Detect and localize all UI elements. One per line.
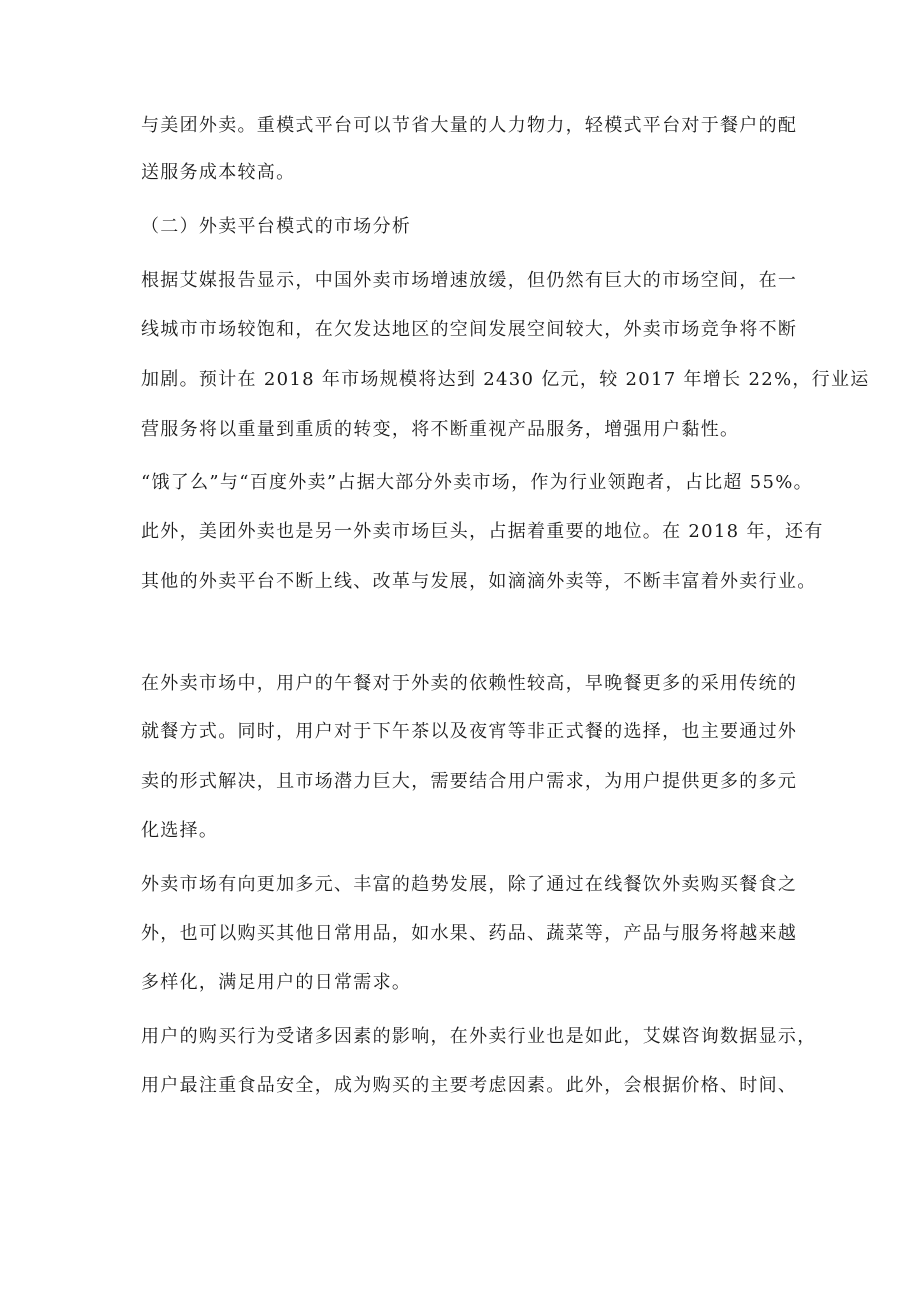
- text-line: 线城市市场较饱和，在欠发达地区的空间发展空间较大，外卖市场竞争将不断: [141, 319, 798, 340]
- text-line: 多样化，满足用户的日常需求。: [141, 972, 412, 993]
- text-line: 外，也可以购买其他日常用品，如水果、药品、蔬菜等，产品与服务将越来越: [141, 923, 798, 944]
- text-line: 卖的形式解决，且市场潜力巨大，需要结合用户需求，为用户提供更多的多元: [141, 771, 798, 792]
- text-line: 就餐方式。同时，用户对于下午茶以及夜宵等非正式餐的选择，也主要通过外: [141, 721, 798, 742]
- text-line: 根据艾媒报告显示，中国外卖市场增速放缓，但仍然有巨大的市场空间，在一: [141, 270, 798, 291]
- text-line: 送服务成本较高。: [141, 162, 296, 183]
- text-line: 加剧。预计在 2018 年市场规模将达到 2430 亿元，较 2017 年增长 22%，行业运: [141, 369, 870, 390]
- text-line: 用户最注重食品安全，成为购买的主要考虑因素。此外，会根据价格、时间、: [141, 1075, 798, 1096]
- text-line: 此外，美团外卖也是另一外卖市场巨头，占据着重要的地位。在 2018 年，还有: [141, 521, 824, 542]
- text-line: 外卖市场有向更加多元、丰富的趋势发展，除了通过在线餐饮外卖购买餐食之: [141, 874, 798, 895]
- text-line: 化选择。: [141, 820, 219, 841]
- section-heading: （二）外卖平台模式的市场分析: [141, 216, 412, 237]
- text-line: “饿了么”与“百度外卖”占据大部分外卖市场，作为行业领跑者，占比超 55%。: [141, 472, 813, 493]
- text-line: 其他的外卖平台不断上线、改革与发展，如滴滴外卖等，不断丰富着外卖行业。: [141, 571, 817, 592]
- text-line: 用户的购买行为受诸多因素的影响，在外卖行业也是如此，艾媒咨询数据显示，: [141, 1026, 817, 1047]
- text-line: 营服务将以重量到重质的转变，将不断重视产品服务，增强用户黏性。: [141, 419, 740, 440]
- text-line: 在外卖市场中，用户的午餐对于外卖的依赖性较高，早晚餐更多的采用传统的: [141, 673, 798, 694]
- text-line: 与美团外卖。重模式平台可以节省大量的人力物力，轻模式平台对于餐户的配: [141, 115, 798, 136]
